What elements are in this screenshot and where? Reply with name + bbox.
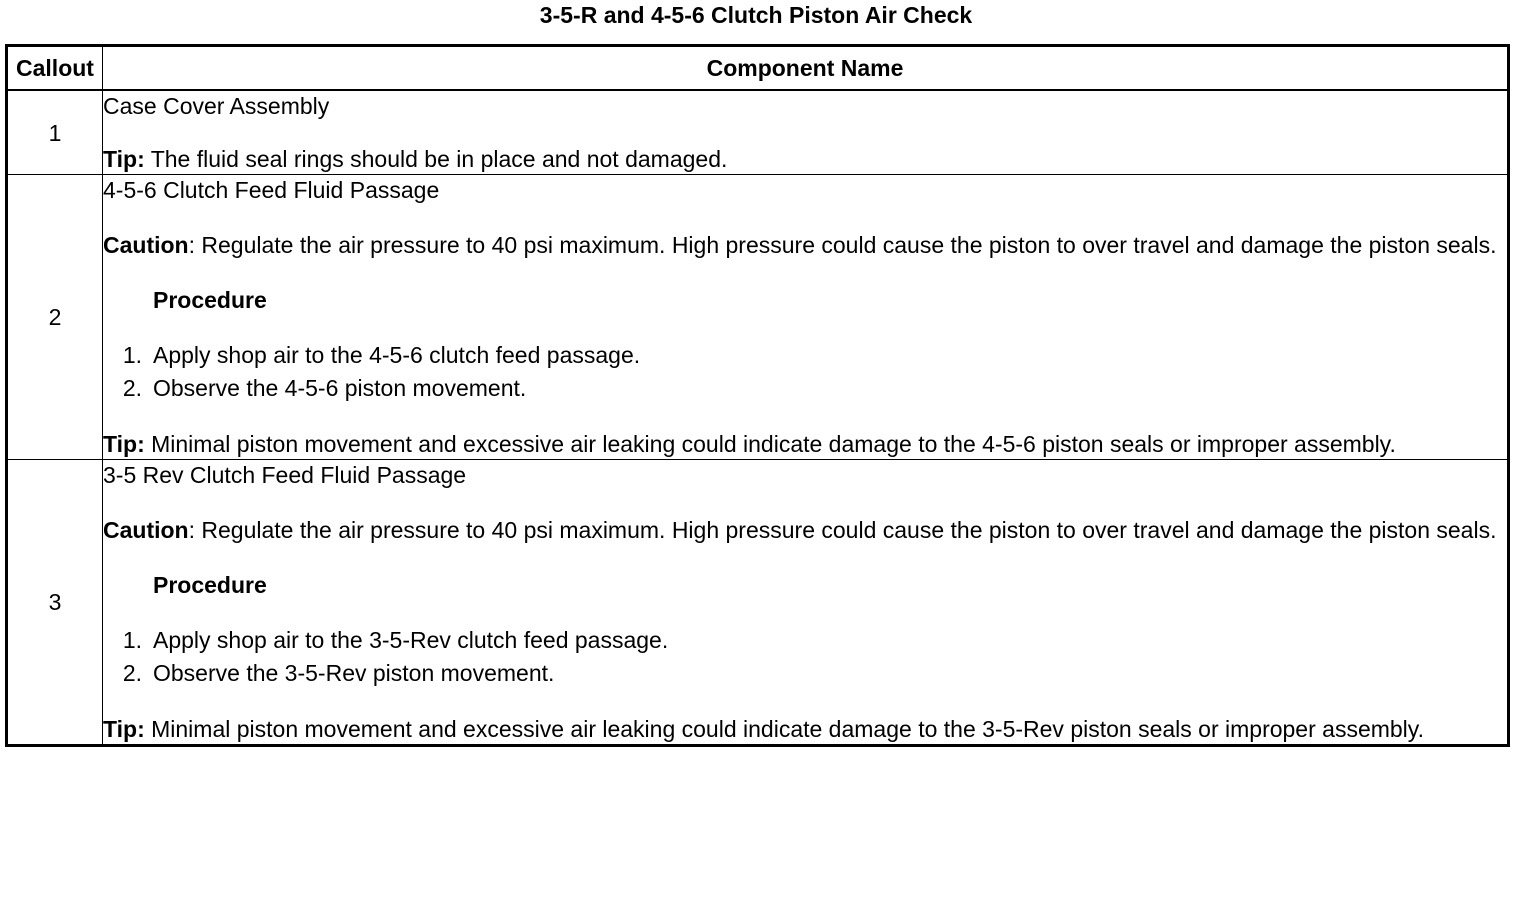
procedure-step [103, 340, 1507, 373]
caution-label: Caution [103, 517, 189, 543]
page-title: 3-5-R and 4-5-6 Clutch Piston Air Check [539, 2, 973, 28]
header-component-name: Component Name [103, 46, 1509, 91]
tip-paragraph [103, 714, 1507, 744]
tip-text: The fluid seal rings should be in place and not damaged. [144, 146, 728, 172]
caution-paragraph [103, 230, 1507, 260]
tip-paragraph [103, 429, 1507, 459]
component-table [5, 44, 1510, 747]
caution-paragraph [103, 515, 1507, 545]
step-text: Observe the 4-5-6 piston movement. [153, 375, 527, 401]
step-number: 1. [122, 627, 142, 653]
table-header-row [7, 46, 1509, 91]
procedure-step [103, 373, 1507, 406]
component-cell [103, 460, 1509, 746]
procedure-step [103, 658, 1507, 691]
procedure-step [103, 625, 1507, 658]
callout-cell: 3 [7, 460, 103, 746]
procedure-heading: Procedure [153, 287, 267, 313]
step-text: Apply shop air to the 4-5-6 clutch feed passage. [153, 342, 641, 368]
table-row [7, 90, 1509, 175]
tip-text: Minimal piston movement and excessive air leaking could indicate damage to the 3-5-Rev piston seals or improper assembly. [144, 716, 1424, 742]
header-callout: Callout [7, 46, 103, 91]
step-number: 1. [122, 342, 142, 368]
step-number: 2. [122, 660, 142, 686]
callout-cell: 1 [7, 90, 103, 175]
tip-label: Tip: [103, 146, 145, 172]
tip-label: Tip: [103, 431, 145, 457]
caution-text: : Regulate the air pressure to 40 psi maximum. High pressure could cause the piston to over travel and damage the piston seals. [188, 232, 1497, 258]
caution-label: Caution [103, 232, 189, 258]
component-name: 4-5-6 Clutch Feed Fluid Passage [103, 177, 440, 203]
component-cell [103, 90, 1509, 175]
step-text: Observe the 3-5-Rev piston movement. [153, 660, 555, 686]
procedure-heading: Procedure [153, 572, 267, 598]
caution-text: : Regulate the air pressure to 40 psi maximum. High pressure could cause the piston to over travel and damage the piston seals. [188, 517, 1497, 543]
table-row [7, 460, 1509, 746]
component-name: Case Cover Assembly [103, 93, 330, 119]
tip-label: Tip: [103, 716, 145, 742]
tip-paragraph [103, 144, 1507, 174]
component-name: 3-5 Rev Clutch Feed Fluid Passage [103, 462, 467, 488]
tip-text: Minimal piston movement and excessive air leaking could indicate damage to the 4-5-6 piston seals or improper assembly. [144, 431, 1396, 457]
table-row [7, 175, 1509, 460]
callout-cell: 2 [7, 175, 103, 460]
component-cell [103, 175, 1509, 460]
step-number: 2. [122, 375, 142, 401]
step-text: Apply shop air to the 3-5-Rev clutch feed passage. [153, 627, 669, 653]
